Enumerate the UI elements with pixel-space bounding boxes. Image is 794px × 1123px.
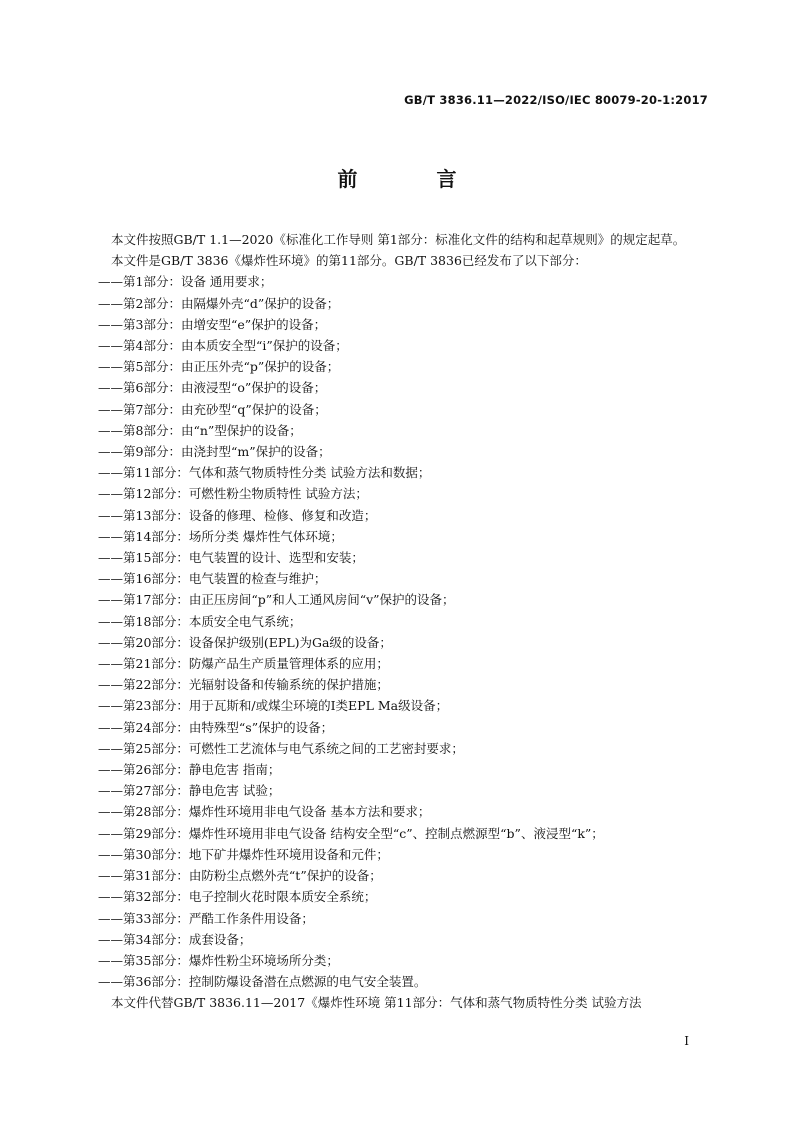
foreword-body	[86, 229, 708, 1014]
list-item: ——第14部分：场所分类 爆炸性气体环境；	[98, 528, 343, 544]
list-item: ——第25部分：可燃性工艺流体与电气系统之间的工艺密封要求；	[98, 740, 464, 756]
intro-paragraph-series: 本文件是GB/T 3836《爆炸性环境》的第11部分。GB/T 3836已经发布了以下部分：	[111, 253, 587, 269]
page-title: 前 言	[337, 167, 493, 191]
list-item: ——第18部分：本质安全电气系统；	[98, 613, 302, 629]
list-item: ——第3部分：由增安型“e”保护的设备；	[98, 316, 327, 332]
list-item: ——第1部分：设备 通用要求；	[98, 274, 273, 290]
list-item: ——第13部分：设备的修理、检修、修复和改造；	[98, 507, 377, 523]
list-item: ——第21部分：防爆产品生产质量管理体系的应用；	[98, 656, 389, 672]
list-item: ——第7部分：由充砂型“q”保护的设备；	[98, 401, 327, 417]
list-item: ——第6部分：由液浸型“o”保护的设备；	[98, 380, 327, 396]
list-item: ——第36部分：控制防爆设备潜在点燃源的电气安全装置。	[98, 974, 427, 990]
list-item: ——第15部分：电气装置的设计、选型和安装；	[98, 550, 364, 566]
list-item: ——第12部分：可燃性粉尘物质特性 试验方法；	[98, 486, 368, 502]
list-item: ——第20部分：设备保护级别(EPL)为Ga级的设备；	[98, 634, 392, 650]
list-item: ——第8部分：由“n”型保护的设备；	[98, 422, 302, 438]
list-item: ——第2部分：由隔爆外壳“d”保护的设备；	[98, 295, 340, 311]
intro-paragraph-drafting-rules: 本文件按照GB/T 1.1—2020《标准化工作导则 第1部分：标准化文件的结构和起草规则》的规定起草。	[111, 232, 686, 247]
list-item: ——第35部分：爆炸性粉尘环境场所分类；	[98, 952, 339, 968]
published-parts-list	[86, 271, 708, 992]
list-item: ——第30部分：地下矿井爆炸性环境用设备和元件；	[98, 846, 389, 862]
list-item: ——第34部分：成套设备；	[98, 931, 252, 947]
list-item: ——第24部分：由特殊型“s”保护的设备；	[98, 719, 334, 735]
list-item: ——第16部分：电气装置的检查与维护；	[98, 571, 327, 587]
list-item: ——第27部分：静电危害 试验；	[98, 783, 281, 799]
page-number: I	[684, 1034, 689, 1048]
list-item: ——第26部分：静电危害 指南；	[98, 762, 281, 778]
list-item: ——第32部分：电子控制火花时限本质安全系统；	[98, 889, 377, 905]
list-item: ——第33部分：严酷工作条件用设备；	[98, 910, 314, 926]
list-item: ——第9部分：由浇封型“m”保护的设备；	[98, 444, 331, 460]
list-item: ——第29部分：爆炸性环境用非电气设备 结构安全型“c”、控制点燃源型“b”、液浸型“k”；	[98, 825, 604, 841]
list-item: ——第5部分：由正压外壳“p”保护的设备；	[98, 359, 340, 375]
list-item: ——第23部分：用于瓦斯和/或煤尘环境的Ⅰ类EPL Ma级设备；	[98, 698, 449, 714]
list-item: ——第17部分：由正压房间“p”和人工通风房间“v”保护的设备；	[98, 592, 455, 608]
list-item: ——第11部分：气体和蒸气物质特性分类 试验方法和数据；	[98, 465, 431, 481]
list-item: ——第22部分：光辐射设备和传输系统的保护措施；	[98, 677, 389, 693]
standard-number-header: GB/T 3836.11—2022/ISO/IEC 80079-20-1:2017	[404, 93, 708, 107]
closing-paragraph-replacement: 本文件代替GB/T 3836.11—2017《爆炸性环境 第11部分：气体和蒸气物质特性分类 试验方法	[111, 995, 642, 1011]
list-item: ——第28部分：爆炸性环境用非电气设备 基本方法和要求；	[98, 804, 431, 820]
list-item: ——第31部分：由防粉尘点燃外壳“t”保护的设备；	[98, 868, 382, 884]
list-item: ——第4部分：由本质安全型“i”保护的设备；	[98, 338, 348, 354]
